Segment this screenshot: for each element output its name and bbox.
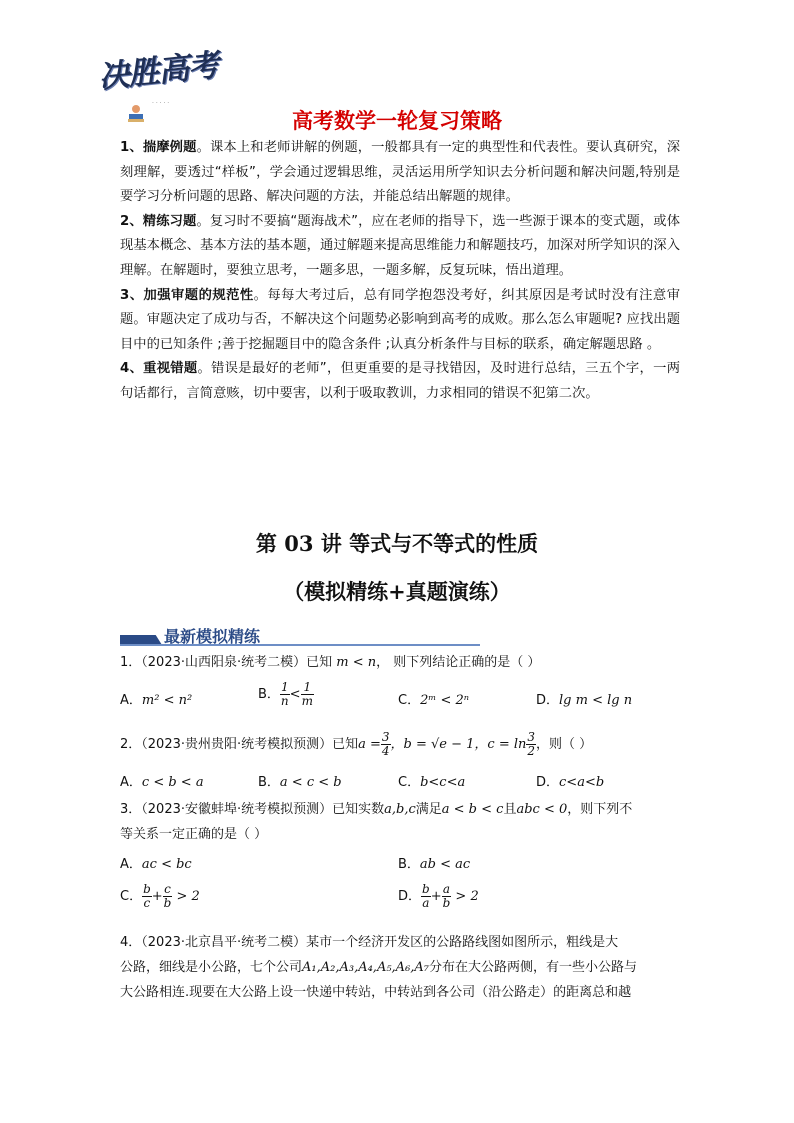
tip-heading: 4、重视错题	[120, 361, 198, 377]
option-3d: D． $\frac{b}{a}$ + $\frac{a}{b}$ > 2	[398, 882, 479, 910]
option-1c: C．2ᵐ < 2ⁿ	[398, 693, 470, 708]
option-2a: A．c < b < a	[120, 775, 204, 790]
tip-body: 。复习时不要搞“题海战术”，应在老师的指导下，选一些源于课本的变式题，或体现基本概念、基本方法的基本题，通过解题来提高思维能力和解题技巧，加深对所学知识的深入理解。在解题时，要独立思考，一题多思，一题多解，反复玩味，悟出道理。	[120, 213, 680, 278]
question-4	[120, 930, 680, 1005]
option-2b: B．a < c < b	[258, 775, 342, 790]
study-tips	[120, 136, 680, 407]
section-header	[120, 624, 480, 648]
question-2: 2．（2023·贵州贵阳·统考模拟预测）已知a = $\frac{3}{4}$ ，b = √e − 1，c = ln $\frac{3}{2}$ ，则（ ）	[120, 730, 593, 758]
tip-body: 。课本上和老师讲解的例题，一般都具有一定的典型性和代表性。要认真研究，深刻理解，要透过“样板”，学会通过逻辑思维，灵活运用所学知识去分析问题和解决问题,特别是要学习分析问题的思路、解决问题的方法，并能总结出解题的规律。	[120, 140, 680, 205]
question-stem: 1．（2023·山西阳泉·统考二模）已知	[120, 655, 333, 670]
fraction: $\frac{b}{a}$	[422, 882, 430, 910]
option-3a: A．ac < bc	[120, 857, 192, 872]
question-line: 公路，细线是小公路，七个公司A₁,A₂,A₃,A₄,A₅,A₆,A₇分布在大公路两侧，有一些小公路与	[120, 960, 638, 975]
option-1b: B． $\frac{1}{n}$ < $\frac{1}{m}$	[258, 680, 313, 708]
tip-4	[120, 357, 680, 406]
option-2d: D．c<a<b	[536, 775, 605, 790]
question-1	[120, 651, 680, 670]
question-line: 3．（2023·安徽蚌埠·统考模拟预测）已知实数a,b,c满足a < b < c且abc < 0，则下列不	[120, 802, 633, 817]
option-3c: C． $\frac{b}{c}$ + $\frac{c}{b}$ > 2	[120, 882, 200, 910]
option-1d: D．lg m < lg n	[536, 693, 633, 708]
question-line: 4．（2023·北京昌平·统考二模）某市一个经济开发区的公路路线图如图所示，粗线是大	[120, 935, 619, 950]
fraction: $\frac{3}{4}$	[381, 730, 390, 758]
lecture-subtitle: （模拟精练+真题演练）	[283, 579, 511, 604]
section-label: 最新模拟精练	[164, 627, 261, 646]
page-title: 高考数学一轮复习策略	[292, 109, 502, 133]
fraction: $\frac{b}{c}$	[143, 882, 151, 910]
logo-text: 决胜高考	[96, 47, 220, 96]
fraction: $\frac{3}{2}$	[527, 730, 536, 758]
question-line: 大公路相连.现要在大公路上设一快递中转站，中转站到各公司（沿公路走）的距离总和越	[120, 985, 632, 1000]
fraction: $\frac{c}{b}$	[163, 882, 172, 910]
question-condition: m < n	[336, 655, 377, 670]
question-line: 等关系一定正确的是（ ）	[120, 827, 268, 842]
option-1a: A．m² < n²	[120, 693, 193, 708]
option-2c: C．b<c<a	[398, 775, 466, 790]
question-tail: ， 则下列结论正确的是（ ）	[376, 655, 541, 670]
tip-body: 。每每大考过后，总有同学抱怨没考好，纠其原因是考试时没有注意审题。审题决定了成功与否，不解决这个问题势必影响到高考的成败。那么怎么审题呢? 应找出题目中的已知条件 ;善于挖掘题目中的隐含条件 ;认真分析条件与目标的联系，确定解题思路 。	[120, 287, 680, 352]
fraction: $\frac{1}{m}$	[301, 680, 313, 708]
fraction: $\frac{1}{n}$	[280, 680, 289, 708]
tip-3	[120, 284, 680, 358]
tip-body: 。错误是最好的老师”，但更重要的是寻找错因，及时进行总结，三五个字，一两句话都行，言简意赅，切中要害，以利于吸取教训，力求相同的错误不犯第二次。	[120, 361, 680, 401]
option-3b: B．ab < ac	[398, 857, 471, 872]
tip-1	[120, 136, 680, 210]
logo-decoration: · · · · ·	[152, 100, 170, 107]
question-3	[120, 797, 680, 847]
fraction: $\frac{a}{b}$	[442, 882, 451, 910]
tip-heading: 1、揣摩例题	[120, 140, 197, 155]
tip-2	[120, 210, 680, 284]
tip-heading: 3、加强审题的规范性	[120, 287, 254, 303]
tip-heading: 2、精练习题	[120, 213, 197, 229]
lecture-title: 第 03 讲 等式与不等式的性质	[255, 531, 539, 556]
question-stem: 2．（2023·贵州贵阳·统考模拟预测）已知	[120, 737, 359, 752]
